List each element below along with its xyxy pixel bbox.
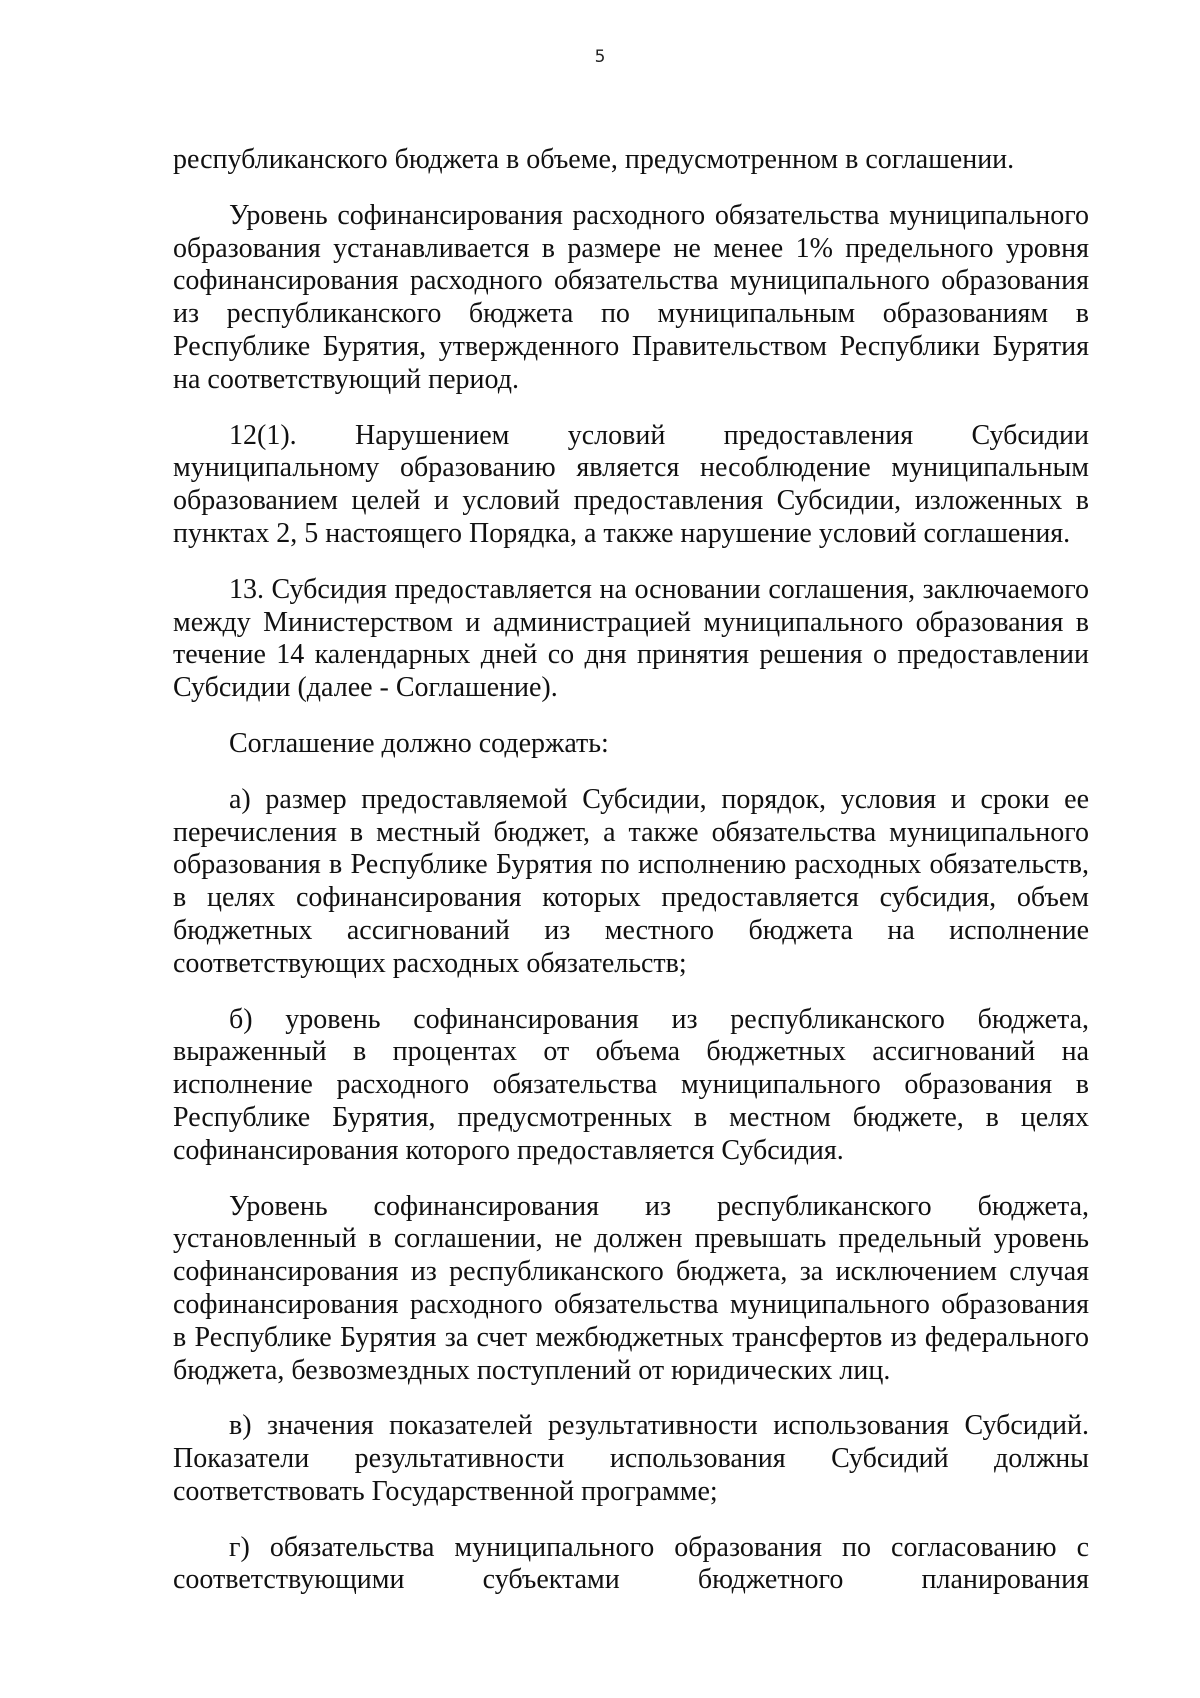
paragraph-agreement-contents: Соглашение должно содержать: <box>229 727 609 759</box>
paragraph-item-v: в) значения показателей результативности использования Субсидий. Показатели результативности использования Субсидий должны соответствовать Государственной программе; <box>173 1410 1089 1507</box>
paragraph-item-a: а) размер предоставляемой Субсидии, порядок, условия и сроки ее перечисления в местный бюджет, а также обязательства муниципального образования в Республике Бурятия по исполнению расходных обязательств, в целях софинансирования которых предоставляется субсидия, объем бюджетных ассигнований из местного бюджета на исполнение соответствующих расходных обязательств; <box>173 783 1089 979</box>
page-number: 5 <box>594 47 606 67</box>
paragraph-cofinancing-limit: Уровень софинансирования из республиканского бюджета, установленный в соглашении, не должен превышать предельный уровень софинансирования из республиканского бюджета, за исключением случая софинансирования расходного обязательства муниципального образования в Республике Бурятия за счет межбюджетных трансфертов из федерального бюджета, безвозмездных поступлений от юридических лиц. <box>173 1190 1089 1386</box>
paragraph-item-b: б) уровень софинансирования из республиканского бюджета, выраженный в процентах от объема бюджетных ассигнований на исполнение расходного обязательства муниципального образования в Республике Бурятия, предусмотренных в местном бюджете, в целях софинансирования которого предоставляется Субсидия. <box>173 1003 1089 1166</box>
paragraph-13: 13. Субсидия предоставляется на основании соглашения, заключаемого между Министерством и администрацией муниципального образования в течение 14 календарных дней со дня принятия решения о предоставлении Субсидии (далее - Соглашение). <box>173 573 1089 704</box>
paragraph-12-1: 12(1). Нарушением условий предоставления Субсидии муниципальному образованию является несоблюдение муниципальным образованием целей и условий предоставления Субсидии, изложенных в пунктах 2, 5 настоящего Порядка, а также нарушение условий соглашения. <box>173 419 1089 549</box>
document-body <box>173 144 1089 1620</box>
paragraph-cofinancing-level: Уровень софинансирования расходного обязательства муниципального образования устанавливается в размере не менее 1% предельного уровня софинансирования расходного обязательства муниципального образования из республиканского бюджета по муниципальным образованиям в Республике Бурятия, утвержденного Правительством Республики Бурятия на соответствующий период. <box>173 199 1089 395</box>
paragraph-continuation: республиканского бюджета в объеме, предусмотренном в соглашении. <box>173 144 1015 175</box>
paragraph-item-g: г) обязательства муниципального образования по согласованию с соответствующими субъектами бюджетного планирования <box>173 1531 1089 1596</box>
